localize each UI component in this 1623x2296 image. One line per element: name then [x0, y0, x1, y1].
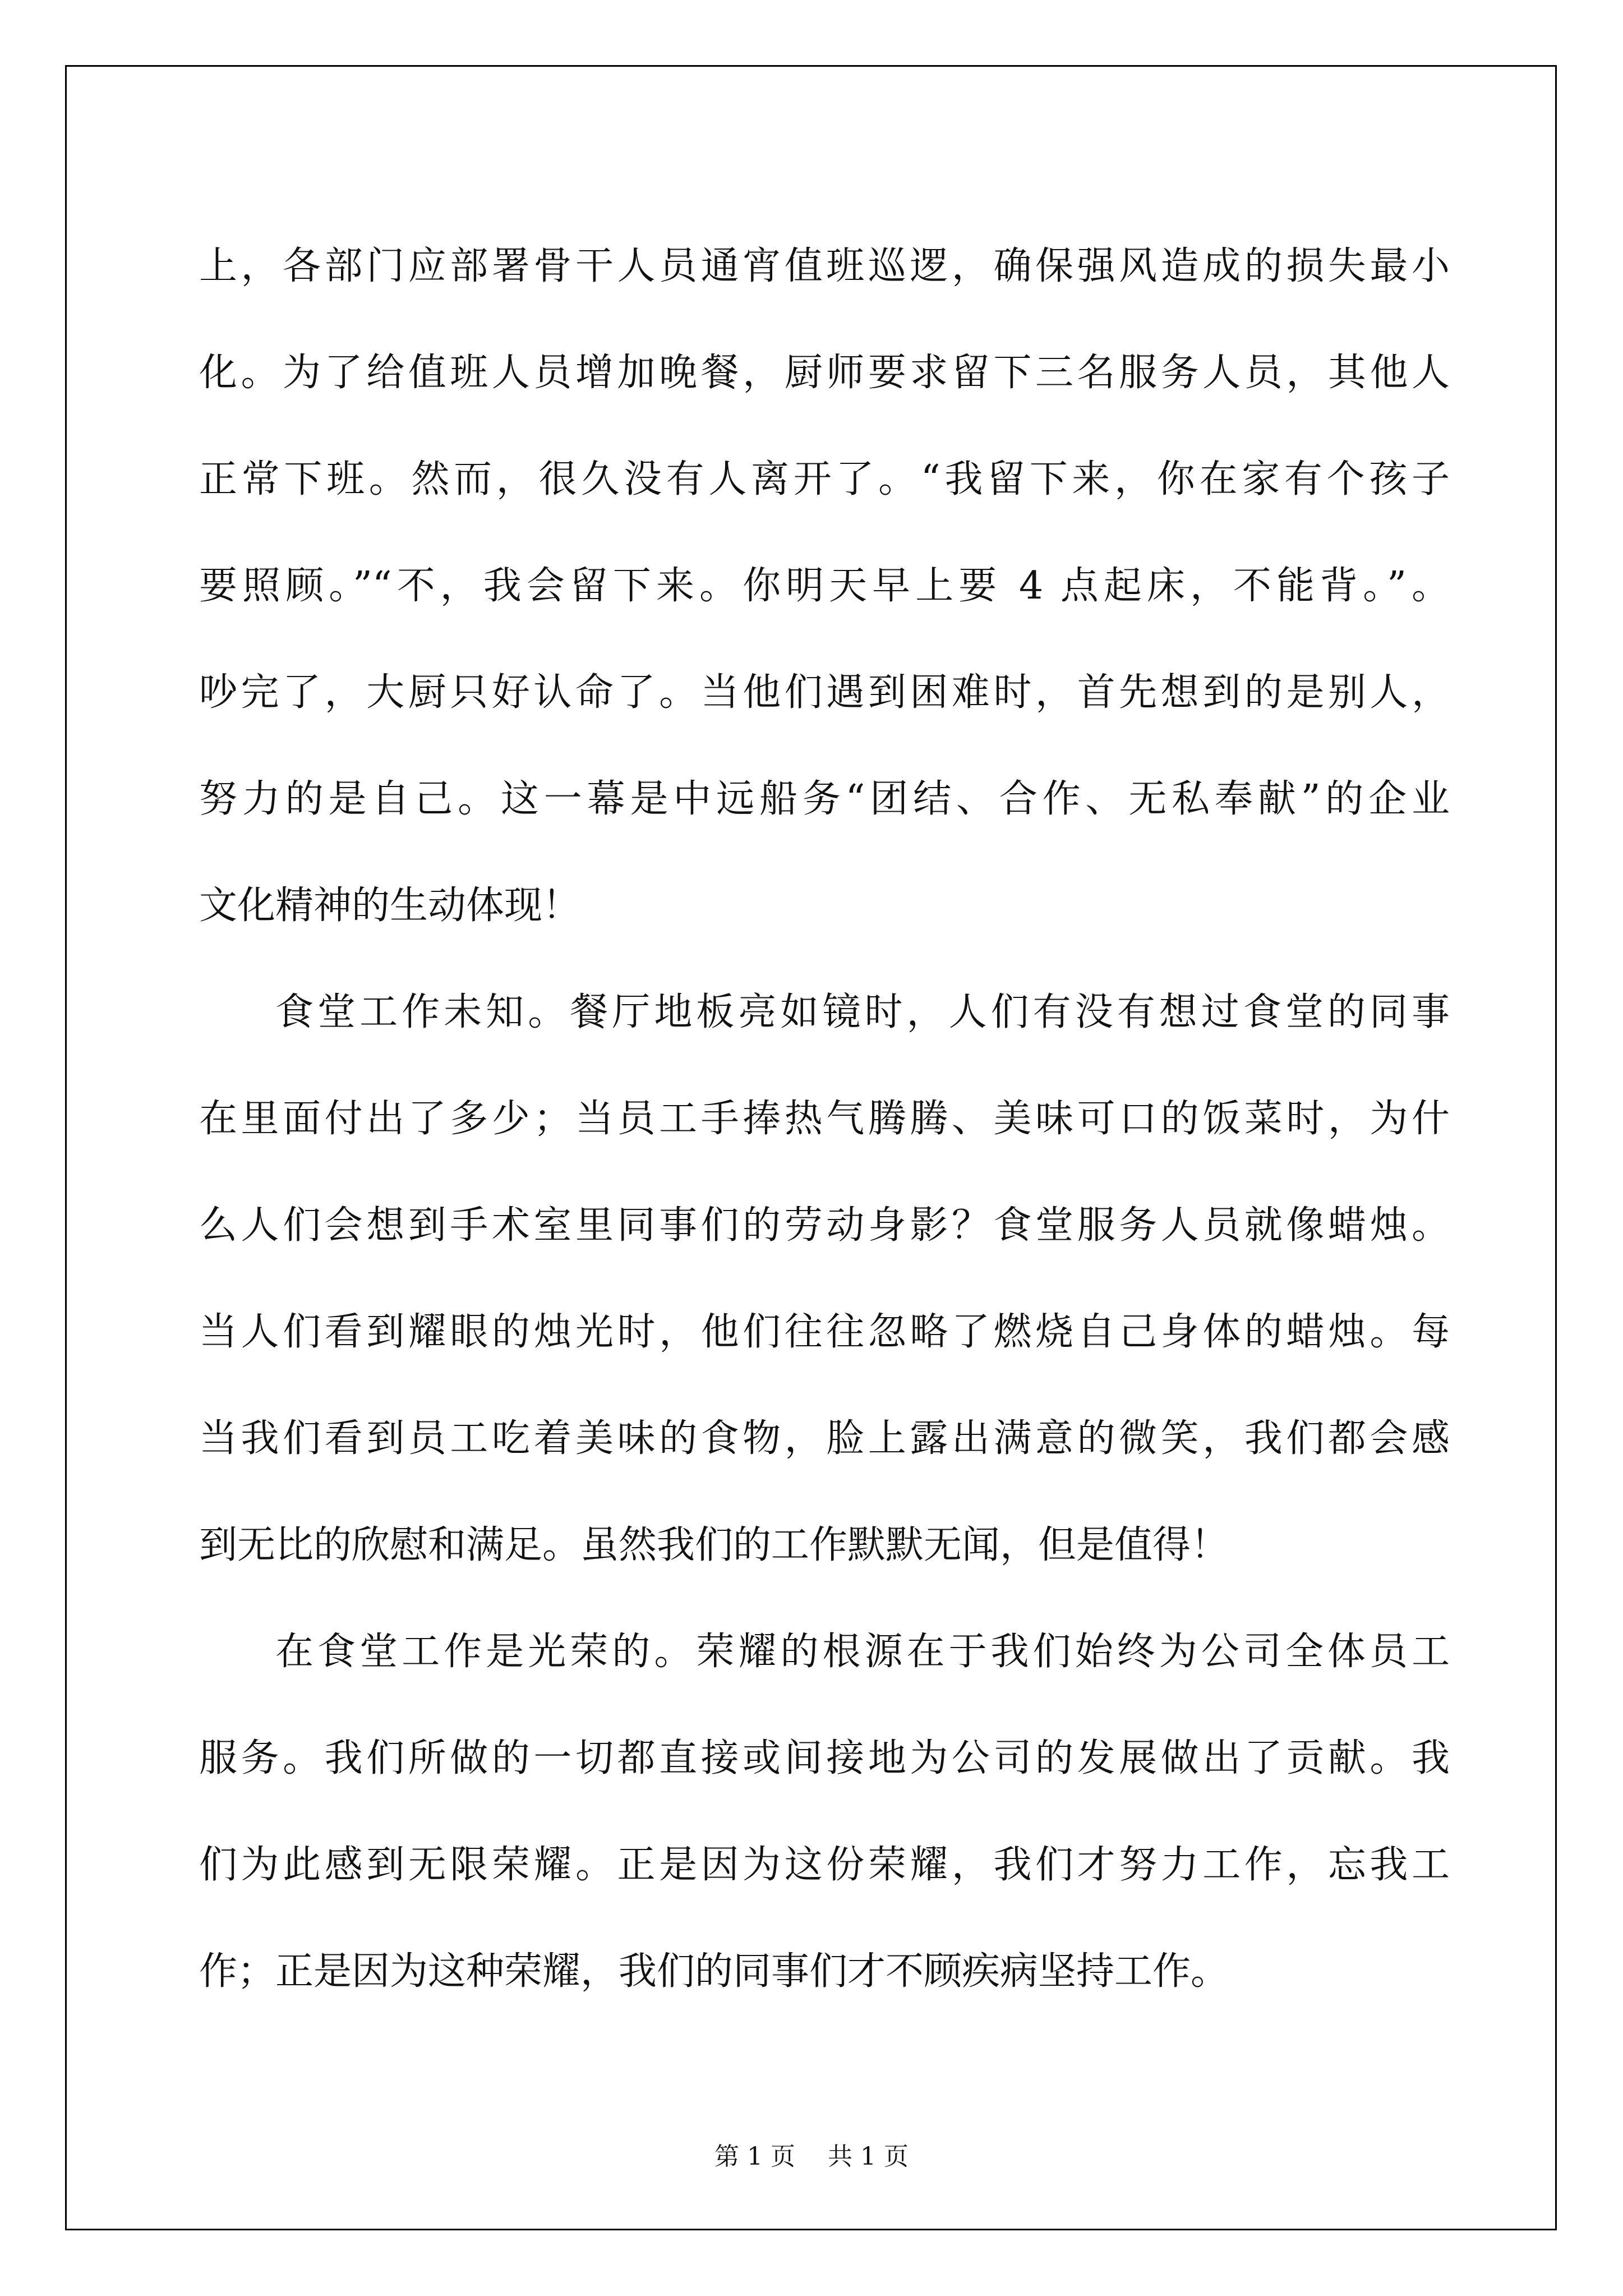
text-line: 要照顾。”“不，我会留下来。你明天早上要 4 点起床，不能背。”。	[199, 564, 1450, 608]
text-line: 到无比的欣慰和满足。虽然我们的工作默默无闻，但是值得！	[199, 1523, 1229, 1567]
text-line: 在里面付出了多少；当员工手捧热气腾腾、美味可口的饭菜时，为什	[199, 1097, 1450, 1141]
text-line: 文化精神的生动体现！	[199, 884, 581, 928]
text-line: 们为此感到无限荣耀。正是因为这份荣耀，我们才努力工作，忘我工	[199, 1843, 1450, 1887]
page-footer	[0, 2136, 1623, 2172]
text-line: 上，各部门应部署骨干人员通宵值班巡逻，确保强风造成的损失最小	[199, 244, 1450, 288]
text-line: 服务。我们所做的一切都直接或间接地为公司的发展做出了贡献。我	[199, 1736, 1450, 1780]
text-line: 当我们看到员工吃着美味的食物，脸上露出满意的微笑，我们都会感	[199, 1416, 1450, 1461]
text-line: 正常下班。然而，很久没有人离开了。“我留下来，你在家有个孩子	[199, 457, 1450, 501]
page-total: 共 1 页	[828, 2142, 909, 2171]
text-line: 么人们会想到手术室里同事们的劳动身影？食堂服务人员就像蜡烛。	[199, 1203, 1450, 1248]
text-line: 食堂工作未知。餐厅地板亮如镜时，人们有没有想过食堂的同事	[275, 990, 1450, 1034]
page-number: 第 1 页	[714, 2142, 795, 2171]
text-line: 在食堂工作是光荣的。荣耀的根源在于我们始终为公司全体员工	[275, 1630, 1450, 1674]
text-line: 作；正是因为这种荣耀，我们的同事们才不顾疾病坚持工作。	[199, 1949, 1229, 1994]
text-line: 当人们看到耀眼的烛光时，他们往往忽略了燃烧自己身体的蜡烛。每	[199, 1310, 1450, 1354]
text-line: 努力的是自己。这一幕是中远船务“团结、合作、无私奉献”的企业	[199, 777, 1450, 821]
text-line: 吵完了，大厨只好认命了。当他们遇到困难时，首先想到的是别人，	[199, 670, 1450, 715]
text-line: 化。为了给值班人员增加晚餐，厨师要求留下三名服务人员，其他人	[199, 351, 1450, 395]
document-body	[199, 213, 1450, 2025]
